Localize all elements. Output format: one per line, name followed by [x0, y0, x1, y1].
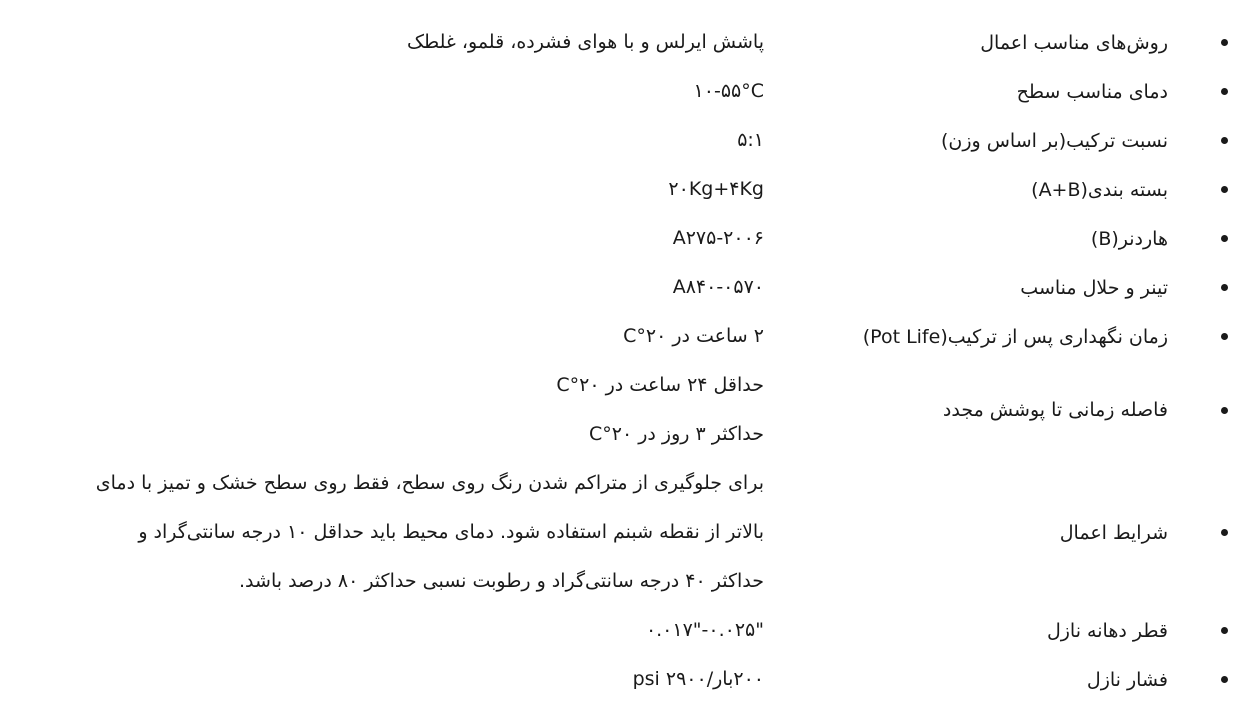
spec-value-text: ۰.۰۱۷"-۰.۰۲۵" [645, 619, 764, 641]
spec-label-cell [806, 277, 1252, 299]
spec-value-cell [0, 655, 806, 704]
spec-label: زمان نگهداری پس از ترکیب(Pot Life) [862, 325, 1168, 348]
spec-row-application-conditions [0, 459, 1252, 606]
spec-row-thinner [0, 263, 1252, 312]
spec-label-cell [806, 228, 1252, 250]
spec-value: ۲ ساعت در ۲۰°C [623, 325, 764, 347]
bullet-icon [1221, 88, 1228, 95]
spec-value-cell [0, 165, 806, 214]
spec-value-cell [0, 18, 806, 67]
bullet-icon [1221, 186, 1228, 193]
spec-value-text: ۵:۱ [737, 129, 764, 151]
spec-value [12, 116, 764, 165]
spec-table [0, 18, 1252, 704]
bullet-icon [1221, 235, 1228, 242]
spec-label-cell [806, 179, 1252, 201]
spec-label: بسته بندی(A+B) [1031, 178, 1168, 201]
spec-label-cell [806, 399, 1252, 421]
spec-label-cell [806, 522, 1252, 544]
spec-label-cell [806, 32, 1252, 54]
spec-label-cell [806, 130, 1252, 152]
bullet-icon [1221, 39, 1228, 46]
spec-label: فاصله زمانی تا پوشش مجدد [942, 399, 1168, 421]
spec-value-cell [0, 263, 806, 312]
bullet-icon [1221, 333, 1228, 340]
spec-value: حداکثر ۳ روز در ۲۰°C [588, 423, 764, 445]
spec-label: روش‌های مناسب اعمال [980, 31, 1168, 54]
spec-row-surface-temperature [0, 67, 1252, 116]
spec-value: برای جلوگیری از متراکم شدن رنگ روی سطح، فقط روی سطح خشک و تمیز با دمای [95, 472, 764, 494]
spec-value: حداقل ۲۴ ساعت در ۲۰°C [556, 374, 764, 396]
spec-value-cell [0, 67, 806, 116]
spec-label: شرایط اعمال [1059, 521, 1168, 544]
spec-label: قطر دهانه نازل [1046, 619, 1168, 642]
spec-value-cell [0, 361, 806, 459]
spec-label: نسبت ترکیب(بر اساس وزن) [940, 129, 1168, 152]
spec-value-cell [0, 606, 806, 655]
bullet-icon [1221, 627, 1228, 634]
spec-value-cell [0, 459, 806, 606]
spec-label-cell [806, 620, 1252, 642]
spec-row-pot-life [0, 312, 1252, 361]
spec-row-mix-ratio [0, 116, 1252, 165]
spec-value [12, 165, 764, 214]
spec-value: پاشش ایرلس و با هوای فشرده، قلمو، غلطک [407, 31, 764, 53]
spec-label: هاردنر(B) [1090, 227, 1168, 250]
spec-row-nozzle-pressure [0, 655, 1252, 704]
spec-row-application-methods [0, 18, 1252, 67]
bullet-icon [1221, 529, 1228, 536]
bullet-icon [1221, 407, 1228, 414]
spec-value [12, 263, 764, 312]
spec-value: ۲۰۰بار/۲۹۰۰ psi [632, 668, 764, 690]
spec-row-packaging [0, 165, 1252, 214]
spec-row-nozzle-size [0, 606, 1252, 655]
spec-value [12, 67, 764, 116]
bullet-icon [1221, 137, 1228, 144]
spec-value-text: A۲۷۵-۲۰۰۶ [672, 227, 764, 249]
spec-value-cell [0, 116, 806, 165]
spec-label: تینر و حلال مناسب [1020, 276, 1168, 299]
spec-value-cell [0, 312, 806, 361]
spec-value: بالاتر از نقطه شبنم استفاده شود. دمای محیط باید حداقل ۱۰ درجه سانتی‌گراد و [138, 521, 764, 543]
bullet-icon [1221, 676, 1228, 683]
spec-row-hardener [0, 214, 1252, 263]
spec-label-cell [806, 669, 1252, 691]
spec-value-text: A۸۴۰-۰۵۷۰ [672, 276, 764, 298]
spec-label: دمای مناسب سطح [1016, 80, 1168, 103]
bullet-icon [1221, 284, 1228, 291]
spec-value-text: ۲۰Kg+۴Kg [668, 178, 764, 200]
spec-label-cell [806, 326, 1252, 348]
spec-label: فشار نازل [1086, 668, 1168, 691]
spec-value [12, 606, 764, 655]
spec-value: حداکثر ۴۰ درجه سانتی‌گراد و رطوبت نسبی حداکثر ۸۰ درصد باشد. [239, 570, 764, 592]
spec-value-cell [0, 214, 806, 263]
spec-value-text: ۱۰-۵۵°C [693, 80, 764, 102]
spec-label-cell [806, 81, 1252, 103]
spec-value [12, 214, 764, 263]
spec-row-recoat-interval [0, 361, 1252, 459]
